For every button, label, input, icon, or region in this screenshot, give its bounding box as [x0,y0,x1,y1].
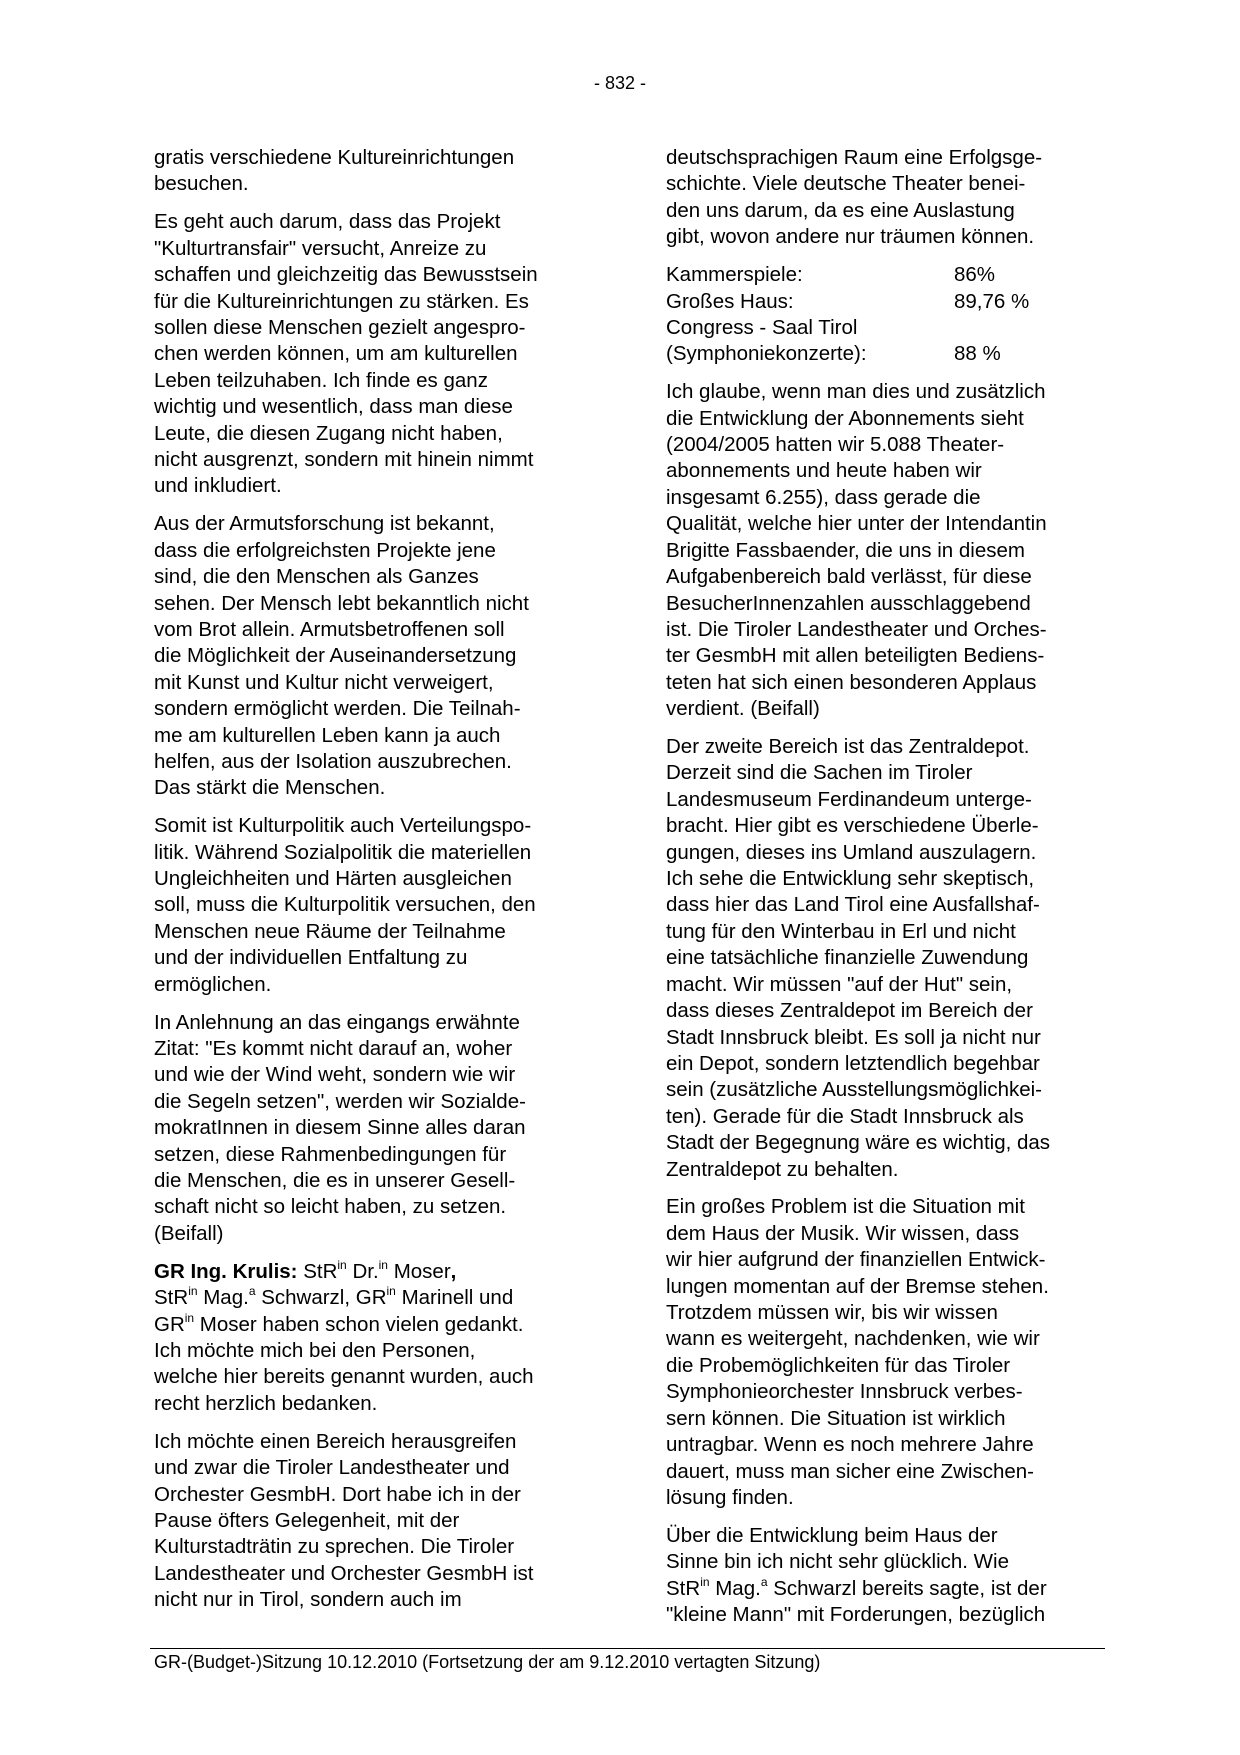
footer-rule [150,1648,1105,1649]
paragraph: Aus der Armutsforschung ist bekannt, dass die erfolgreichsten Projekte jene sind, die den Menschen als Ganzes sehen. Der Mensch lebt bekanntlich nicht vom Brot allein. Armutsbetroffenen soll die Möglichkeit der Auseinandersetzung mit Kunst und Kultur nicht verweigert, sondern ermöglicht werden. Die Teilnah- me am kulturellen Leben kann ja auch helfen, aus der Isolation auszubrechen. Das stärkt die Menschen. [154,512,529,800]
right-column [666,145,1102,1640]
page-number: - 832 - [593,73,647,93]
left-column [154,145,594,1625]
paragraph: Es geht auch darum, dass das Projekt "Kulturtransfair" versucht, Anreize zu schaffen und gleichzeitig das Bewusstsein für die Kultureinrichtungen zu stärken. Es sollen diese Menschen gezielt angespro- chen werden können, um am kulturellen Leben teilzuhaben. Ich finde es ganz wichtig und wesentlich, dass man diese Leute, die diesen Zugang nicht haben, nicht ausgrenzt, sondern mit hinein nimmt und inkludiert. [154,210,538,498]
paragraph: Ich glaube, wenn man dies und zusätzlich die Entwicklung der Abonnements sieht (2004/2005 hatten wir 5.088 Theater- abonnements und heute haben wir insgesamt 6.255), dass gerade die Qualität, welche hier unter der Intendantin Brigitte Fassbaender, die uns in diesem Aufgabenbereich bald verlässt, für diese BesucherInnenzahlen ausschlaggebend ist. Die Tiroler Landestheater und Orches- ter GesmbH mit allen beteiligten Bediens- teten hat sich einen besonderen Applaus verdient. (Beifall) [666,380,1047,721]
paragraph: In Anlehnung an das eingangs erwähnte Zitat: "Es kommt nicht darauf an, woher und wie der Wind weht, sondern wie wir die Segeln setzen", werden wir Sozialde- mokratInnen in diesem Sinne alles daran setzen, diese Rahmenbedingungen für die Menschen, die es in unserer Gesell- schaft nicht so leicht haben, zu setzen. (Beifall) [154,1010,526,1245]
stat-value: 89,76 % [954,289,1030,313]
stat-label: Großes Haus: [666,289,794,313]
speaker-name: GR Ing. Krulis: [154,1259,298,1283]
paragraph: Ein großes Problem ist die Situation mit dem Haus der Musik. Wir wissen, dass wir hier aufgrund der finanziellen Entwick- lungen momentan auf der Bremse stehen. Trotzdem müssen wir, bis wir wissen wann es weitergeht, nachdenken, wie wir die Probemöglichkeiten für das Tiroler Symphonieorchester Innsbruck verbes- sern können. Die Situation ist wirklich untragbar. Wenn es noch mehrere Jahre dauert, muss man sicher eine Zwischen- lösung finden. [666,1195,1049,1509]
paragraph: gratis verschiedene Kultureinrichtungen besuchen. [154,146,515,196]
paragraph: Somit ist Kulturpolitik auch Verteilungspo- litik. Während Sozialpolitik die materiellen Ungleichheiten und Härten ausgleichen soll, muss die Kulturpolitik versuchen, den Menschen neue Räume der Teilnahme und der individuellen Entfaltung zu ermöglichen. [154,814,536,996]
occupancy-stats [666,262,1102,368]
page-footer: GR-(Budget-)Sitzung 10.12.2010 (Fortsetzung der am 9.12.2010 vertagten Sitzung) [154,1652,821,1672]
paragraph: Über die Entwicklung beim Haus der Sinne bin ich nicht sehr glücklich. Wie StR$^{in}$ Mag.$^a$ Schwarzl bereits sagte, ist der "kleine Mann" mit Forderungen, bezüglich [666,1523,1047,1627]
paragraph: deutschsprachigen Raum eine Erfolgsge- schichte. Viele deutsche Theater benei- den uns darum, da es eine Auslastung gibt, wovon andere nur träumen können. [666,146,1043,249]
stat-label: Kammerspiele: [666,263,803,287]
paragraph: Der zweite Bereich ist das Zentraldepot. Derzeit sind die Sachen im Tiroler Landesmuseum Ferdinandeum unterge- bracht. Hier gibt es verschiedene Überle- gungen, dieses ins Umland auszulagern. Ich sehe die Entwicklung sehr skeptisch, dass hier das Land Tirol eine Ausfallshaf- tung für den Winterbau in Erl und nicht eine tatsächliche finanzielle Zuwendung macht. Wir müssen "auf der Hut" sein, dass dieses Zentraldepot im Bereich der Stadt Innsbruck bleibt. Es soll ja nicht nur ein Depot, sondern letztendlich begehbar sein (zusätzliche Ausstellungsmöglichkei- ten). Gerade für die Stadt Innsbruck als Stadt der Begegnung wäre es wichtig, das Zentraldepot zu behalten. [666,735,1051,1181]
paragraph: Ich möchte einen Bereich herausgreifen und zwar die Tiroler Landestheater und Orchester GesmbH. Dort habe ich in der Pause öfters Gelegenheit, mit der Kulturstadträtin zu sprechen. Die Tiroler Landestheater und Orchester GesmbH ist nicht nur in Tirol, sondern auch im [154,1429,534,1612]
stat-label: Congress - Saal Tirol (Symphoniekonzerte): [666,315,867,366]
stat-value: 86% [954,263,996,287]
stat-value: 88 % [954,342,1001,366]
speaker-paragraph: GR Ing. Krulis: StR$^{in}$ Dr.$^{in}$ Moser, StR$^{in}$ Mag.$^a$ Schwarzl, $GR^{in}$ Marinell und $GR^{in}$ Moser haben schon vielen gedankt. Ich möchte mich bei den Personen, welche hier bereits genannt wurden, auch recht herzlich bedanken. [154,1257,534,1415]
